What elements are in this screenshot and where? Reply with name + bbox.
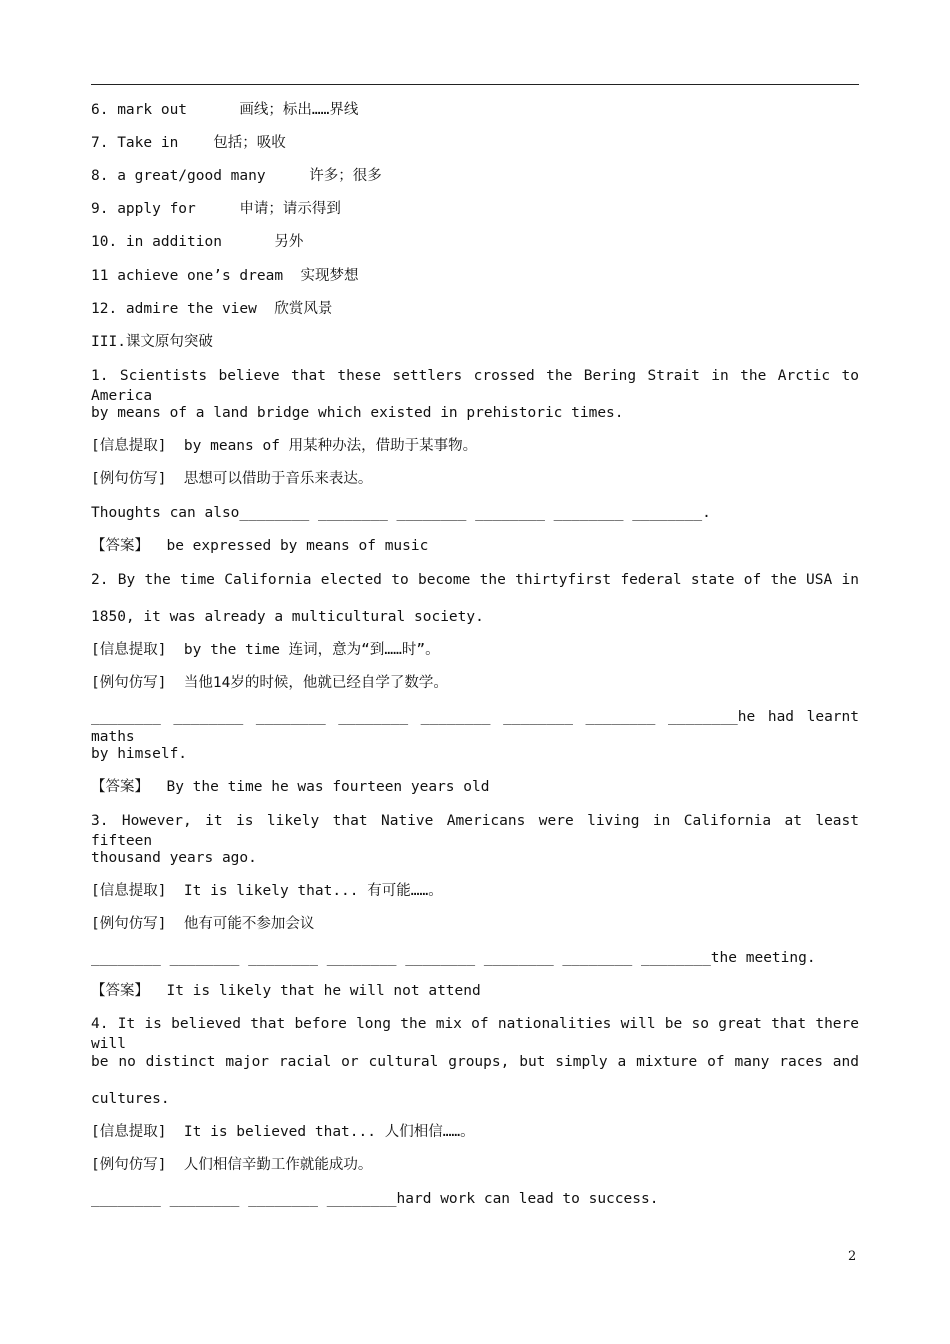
vocab-item-12: 12. admire the view 欣赏风景 bbox=[91, 301, 333, 317]
vocab-item-6: 6. mark out 画线；标出……界线 bbox=[91, 102, 359, 118]
item-3-sentence-line-2: thousand years ago. bbox=[91, 850, 257, 866]
vocab-item-11: 11 achieve one’s dream 实现梦想 bbox=[91, 268, 359, 284]
item-1-sentence-line-1: 1. Scientists believe that these settlers crossed the Bering Strait in the Arctic to America bbox=[91, 368, 859, 404]
item-3-blank-line: ________ ________ ________ ________ ________ ________ ________ ________the meeting. bbox=[91, 950, 816, 966]
header-rule bbox=[91, 84, 859, 85]
page-number: 2 bbox=[848, 1249, 857, 1264]
item-2-info: [信息提取] by the time 连词，意为“到……时”。 bbox=[91, 642, 440, 658]
item-4-sentence-line-1: 4. It is believed that before long the mix of nationalities will be so great that there will bbox=[91, 1016, 859, 1052]
item-4-blank-line: ________ ________ ________ ________hard work can lead to success. bbox=[91, 1191, 659, 1207]
item-1-blank-line: Thoughts can also________ ________ ________ ________ ________ ________. bbox=[91, 505, 711, 521]
vocab-item-7: 7. Take in 包括；吸收 bbox=[91, 135, 286, 151]
item-3-sentence-line-1: 3. However, it is likely that Native Americans were living in California at least fifteen bbox=[91, 813, 859, 849]
item-2-example: [例句仿写] 当他14岁的时候，他就已经自学了数学。 bbox=[91, 675, 448, 691]
item-1-sentence-line-2: by means of a land bridge which existed in prehistoric times. bbox=[91, 405, 624, 421]
vocab-item-8: 8. a great/good many 许多；很多 bbox=[91, 168, 382, 184]
item-2-sentence-line-1: 2. By the time California elected to become the thirtyfirst federal state of the USA in bbox=[91, 572, 859, 588]
vocab-item-9: 9. apply for 申请；请示得到 bbox=[91, 201, 341, 217]
item-2-sentence-line-2: 1850, it was already a multicultural society. bbox=[91, 609, 484, 625]
item-3-info: [信息提取] It is likely that... 有可能……。 bbox=[91, 883, 443, 899]
vocab-item-10: 10. in addition 另外 bbox=[91, 234, 304, 250]
item-4-sentence-line-3: cultures. bbox=[91, 1091, 170, 1107]
item-2-blank-line: ________ ________ ________ ________ ________ ________ ________ ________he had learnt maths bbox=[91, 709, 859, 745]
section-heading: III.课文原句突破 bbox=[91, 334, 213, 350]
item-4-sentence-line-2: be no distinct major racial or cultural groups, but simply a mixture of many races and bbox=[91, 1054, 859, 1070]
item-4-info: [信息提取] It is believed that... 人们相信……。 bbox=[91, 1124, 475, 1140]
item-1-info: [信息提取] by means of 用某种办法，借助于某事物。 bbox=[91, 438, 478, 454]
item-3-example: [例句仿写] 他有可能不参加会议 bbox=[91, 916, 315, 932]
item-1-example: [例句仿写] 思想可以借助于音乐来表达。 bbox=[91, 471, 373, 487]
item-2-answer: 【答案】 By the time he was fourteen years old bbox=[91, 779, 490, 795]
item-3-answer: 【答案】 It is likely that he will not attend bbox=[91, 983, 481, 999]
item-1-answer: 【答案】 be expressed by means of music bbox=[91, 538, 429, 554]
item-4-example: [例句仿写] 人们相信辛勤工作就能成功。 bbox=[91, 1157, 373, 1173]
item-2-blank-line-2: by himself. bbox=[91, 746, 188, 762]
